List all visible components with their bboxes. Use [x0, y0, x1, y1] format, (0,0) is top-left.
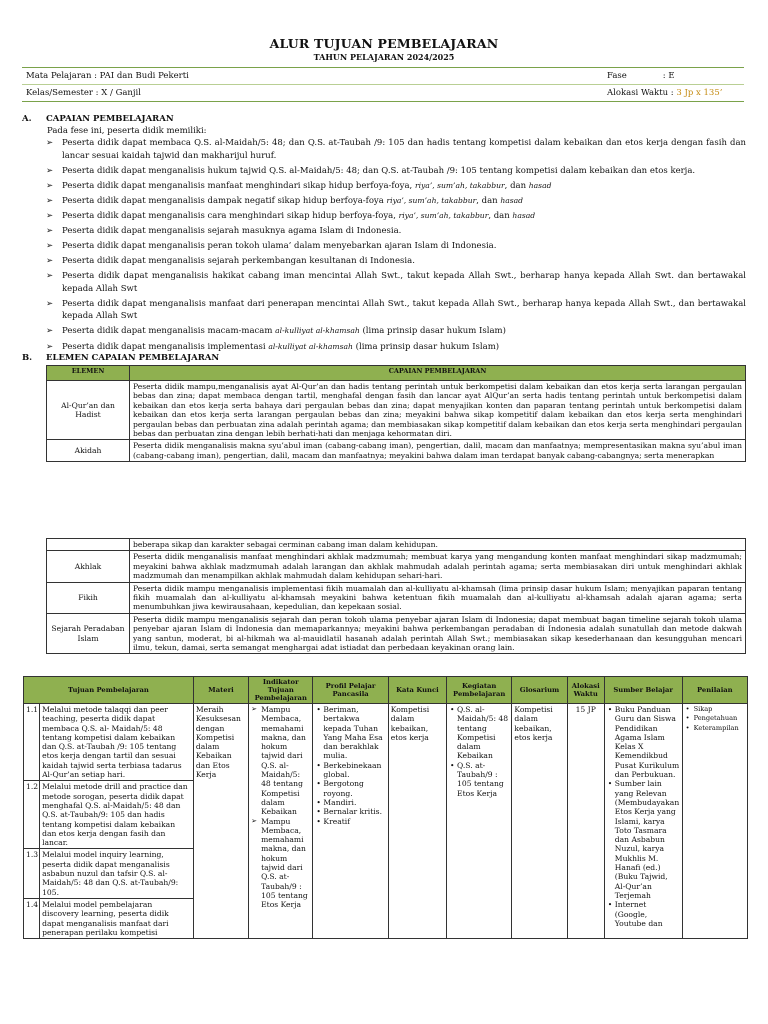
elemen-name: Fikih: [47, 582, 130, 613]
glosarium-cell: Kompetisi dalam kebaikan, etos kerja: [512, 704, 567, 939]
alokasi-label: Alokasi Waktu :: [607, 88, 674, 98]
arrow-icon: ➢: [46, 241, 54, 252]
tujuan-number: 1.1: [24, 704, 40, 781]
capaian-text: Peserta didik dapat menganalisis cara menghindari sikap hidup berfoya-foya,: [62, 210, 399, 221]
capaian-item: [46, 270, 746, 295]
tujuan-text: Melalui model pembelajaran discovery learning, peserta didik dapat menganalisis manfaat dari penerapan perilaku kompetisi: [40, 898, 194, 938]
penilaian-list-item: • Keterampilan: [694, 724, 745, 733]
capaian-text: Peserta didik dapat menganalisis manfaat menghindari sikap hidup berfoya-foya,: [62, 180, 415, 191]
col-header: Penilaian: [682, 677, 747, 704]
capaian-list: [46, 137, 746, 356]
col-header: Alokasi Waktu: [567, 677, 604, 704]
capaian-text: Peserta didik dapat menganalisis macam-macam: [62, 326, 276, 337]
elemen-row: [47, 582, 746, 613]
capaian-text: Peserta didik menganalisis manfaat menghindari akhlak madzmumah; membuat karya yang mengandung konten manfaat menghindari sikap madzmumah; meyakini bahwa akhlak madzmumah adalah larangan dan akhlak mahmudah adalah perintah agama; serta membiasakan diri untuk menghindari akhlak madzmumah dan menampilkan akhlak mahmudah dalam kehidupan sehari-hari.: [130, 551, 746, 582]
capaian-item: [46, 195, 746, 208]
capaian-tail: (lima prinsip dasar hukum Islam): [352, 341, 500, 352]
capaian-text: Peserta didik dapat menganalisis hakikat cabang iman mencintai Allah Swt., takut kepada Allah Swt., berharap hanya kepada Allah Swt. dan bertawakal kepada Allah Swt: [62, 271, 746, 294]
capaian-item: [46, 137, 746, 162]
profil-list-item: • Beriman, bertakwa kepada Tuhan Yang Maha Esa dan berakhlak mulia.: [323, 705, 385, 761]
profil-list-item: • Berkebinekaan global.: [323, 761, 385, 780]
capaian-item: [46, 240, 746, 253]
capaian-tail: (lima prinsip dasar hukum Islam): [359, 326, 506, 337]
arrow-icon: ➢: [46, 210, 54, 221]
capaian-term: hasad: [528, 180, 552, 190]
col-header: Kata Kunci: [388, 677, 446, 704]
arrow-icon: ➢: [46, 298, 54, 309]
arrow-icon: ➢: [46, 180, 54, 191]
capaian-term: riya’, sum’ah, takabbur: [398, 210, 489, 220]
tujuan-text: Melalui metode talaqqi dan peer teaching, peserta didik dapat membaca Q.S. al- Maidah/5: 48 tentang kompetisi dalam kebaikan dan Q.S. at-Taubah /9: 105 tentang etos kerja dengan tartil dan sesuai kaidah tajwid serta terbiasa tadarus Al-Qur’an setiap hari.: [40, 704, 194, 781]
elemen-name: Akidah: [47, 440, 130, 462]
capaian-item: [46, 341, 746, 354]
capaian-item: [46, 255, 746, 268]
elemen-row: [47, 381, 746, 440]
info-row-kelas: [22, 84, 744, 101]
tujuan-row: [24, 704, 748, 781]
capaian-text: Peserta didik dapat menganalisis hukum tajwid Q.S. al-Maidah/5: 48; dan Q.S. at-Taubah /9: 105 tentang kompetisi dalam kebaikan dan etos kerja.: [62, 165, 696, 176]
col-header: Tujuan Pembelajaran: [24, 677, 194, 704]
section-a-heading: [22, 114, 174, 124]
arrow-icon: ➢: [46, 326, 54, 337]
kelas-semester: Kelas/Semester : X / Ganjil: [26, 88, 141, 98]
arrow-icon: ➢: [46, 341, 54, 352]
capaian-tail: , dan: [476, 195, 501, 206]
alokasi-value: 3 Jp x 135’: [676, 88, 723, 98]
fase: [607, 68, 675, 84]
capaian-text: Peserta didik dapat menganalisis manfaat dari penerapan mencintai Allah Swt., takut kepada Allah Swt., berharap hanya kepada Allah Swt., dan bertawakal kepada Allah Swt: [62, 298, 746, 322]
col-header: Profil Pelajar Pancasila: [313, 677, 388, 704]
elemen-row: [47, 539, 746, 551]
elemen-row: [47, 613, 746, 654]
penilaian-list-item: • Pengetahuan: [694, 714, 745, 723]
kata-kunci-cell: Kompetisi dalam kebaikan, etos kerja: [388, 704, 446, 939]
capaian-term: hasad: [500, 195, 524, 205]
profil-list-item: • Bernalar kritis.: [323, 807, 385, 816]
materi-cell: Meraih Kesuksesan dengan Kompetisi dalam Kebaikan dan Etos Kerja: [193, 704, 248, 939]
penilaian-list-item: • Sikap: [694, 705, 745, 714]
arrow-icon: ➢: [46, 225, 54, 236]
profil-list: [315, 705, 385, 826]
indikator-list-item: ➢ Mampu Membaca, memahami makna, dan hokum tajwid dari Q.S. al-Maidah/5: 48 tentang Kompetisi dalam Kebaikan: [261, 705, 310, 817]
capaian-text: Peserta didik mampu menganalisis implementasi fikih muamalah dan al-kulliyatu al-khamsah (lima prinsip dasar hukum Islam; menyajikan paparan tentang fikih muamalah dan al-kulliyatu al-khamsah meyakini bahwa ketentuan fikih muamalah dan al-kulliyatu al-khamsah adalah ajaran agama; serta menumbuhkan jiwa kewirausahaan, kepedulian, dan kepekaan sosial.: [130, 582, 746, 613]
sumber-list: [607, 705, 680, 928]
elemen-table-top: [46, 365, 746, 462]
section-b-number: B.: [22, 353, 33, 363]
fase-value: : E: [662, 71, 675, 81]
mata-pelajaran: Mata Pelajaran : PAI dan Budi Pekerti: [26, 71, 189, 81]
col-capaian: CAPAIAN PEMBELAJARAN: [130, 366, 746, 381]
capaian-text: Peserta didik dapat menganalisis peran tokoh ulama’ dalam menyebarkan ajaran Islam di Indonesia.: [62, 241, 497, 252]
capaian-term: al-kulliyat al-khamsah: [268, 341, 353, 351]
info-row-mapel: [22, 68, 744, 84]
section-a-number: A.: [22, 114, 32, 124]
info-box: [22, 67, 744, 102]
alokasi-cell: 15 JP: [567, 704, 604, 939]
capaian-text: beberapa sikap dan karakter sebagai cerminan cabang iman dalam kehidupan.: [130, 539, 746, 551]
capaian-item: [46, 298, 746, 323]
capaian-tail: , dan: [488, 210, 513, 221]
sumber-list-item: • Sumber lain yang Relevan (Membudayakan Etos Kerja yang Islami, karya Toto Tasmara dan Asbabun Nuzul, karya Mukhlis M. Hanafi (ed.) (Buku Tajwid, Al-Qur’an Terjemah: [615, 779, 680, 900]
alokasi-waktu: [607, 85, 722, 101]
sumber-list-item: • Internet (Google, Youtube dan: [615, 900, 680, 928]
arrow-icon: ➢: [46, 256, 54, 267]
elemen-name: [47, 539, 130, 551]
tujuan-number: 1.4: [24, 898, 40, 938]
tujuan-text: Melalui metode drill and practice dan metode sorogan, peserta didik dapat menghafal Q.S. al-Maidah/5: 48 dan Q.S. at-Taubah/9: 105 dan hadis tentang kompetisi dalam kebaikan dan etos kerja dengan fasih dan lancar.: [40, 781, 194, 849]
capaian-term: hasad: [512, 210, 536, 220]
tujuan-pembelajaran-table: [23, 676, 748, 939]
elemen-name: Al-Qur’an dan Hadist: [47, 381, 130, 440]
capaian-tail: , dan: [504, 180, 529, 191]
capaian-item: [46, 165, 746, 178]
capaian-text: Peserta didik menganalisis makna syu’abul iman (cabang-cabang iman), pengertian, dalil, macam dan manfaatnya; mempresentasikan makna syu’abul iman (cabang-cabang iman), pengertian, dalil, macam dan manfaatnya; meyakini bahwa dalam iman terdapat banyak cabang-cabangnya; serta menerapkan: [130, 440, 746, 462]
capaian-text: Peserta didik mampu menganalisis sejarah dan peran tokoh ulama penyebar ajaran Islam di Indonesia; dapat membuat bagan timeline sejarah tokoh ulama penyebar ajaran Islam di Indonesia dan memaparkannya; meyakini bahwa perkembangan peradaban di Indonesia adalah sunatullah dan metode dakwah yang santun, moderat, bi al-hikmah wa al-mauidlatil hasanah adalah perintah Allah Swt.; membiasakan sikap kesederhanaan dan kesungguhan mencari ilmu, tekun, damai, serta semangat menghargai adat istiadat dan perbedaan keyakinan orang lain.: [130, 613, 746, 654]
arrow-icon: ➢: [46, 195, 54, 206]
indikator-list: [251, 705, 310, 910]
sumber-list-item: • Buku Panduan Guru dan Siswa Pendidikan Agama Islam Kelas X Kemendikbud Pusat Kurikulum dan Perbukuan.: [615, 705, 680, 779]
section-a-title: CAPAIAN PEMBELAJARAN: [46, 114, 174, 124]
capaian-text: Peserta didik dapat membaca Q.S. al-Maidah/5: 48; dan Q.S. at-Taubah /9: 105 dan hadis tentang kompetisi dalam kebaikan dan etos kerja dengan fasih dan lancar sesuai kaidah tajwid dan makharijul huruf.: [62, 138, 746, 161]
capaian-text: Peserta didik dapat menganalisis dampak negatif sikap hidup berfoya-foya: [62, 195, 387, 206]
elemen-name: Akhlak: [47, 551, 130, 582]
fase-label: Fase: [607, 71, 627, 81]
capaian-term: al-kulliyat al-khamsah: [275, 326, 360, 336]
kegiatan-cell: [447, 704, 512, 939]
capaian-item: [46, 180, 746, 193]
elemen-table-bottom: [46, 538, 746, 654]
col-elemen: ELEMEN: [47, 366, 130, 381]
tujuan-number: 1.3: [24, 849, 40, 898]
arrow-icon: ➢: [46, 271, 54, 282]
capaian-text: Peserta didik dapat menganalisis sejarah masuknya agama Islam di Indonesia.: [62, 225, 402, 236]
capaian-text: Peserta didik dapat menganalisis implementasi: [62, 341, 269, 352]
profil-list-item: • Bergotong royong.: [323, 779, 385, 798]
penilaian-list: [685, 705, 745, 733]
profil-list-item: • Kreatif: [323, 817, 385, 826]
elemen-row: [47, 440, 746, 462]
col-header: Glosarium: [512, 677, 567, 704]
arrow-icon: ➢: [46, 165, 54, 176]
indikator-cell: [249, 704, 313, 939]
capaian-text: Peserta didik mampu,menganalisis ayat Al-Qur’an dan hadis tentang perintah untuk berkompetisi dalam kebaikan dan etos kerja serta larangan pergaulan bebas dan zina; dapat membaca dengan tartil, menghafal dengan fasih dan lancar ayat AlQur’an serta hadis tentang perintah untuk berkompetisi dalam kebaikan dan etos kerja serta bahaya dari pergaulan bebas dan zina; dapat menyajikan konten dan paparan tentang perintah untuk berkompetisi dalam kebaikan dan etos kerja serta larangan pergaulan bebas dan zina; meyakini bahwa sikap kompetitif dalam kebaikan dan etos kerja serta menghindari pergaulan bebas dan perbuatan zina adalah perintah agama; dan membiasakan sikap kompetitif dalam kebaikan dan etos kerja serta menghindari pergaulan bebas dan perbuatan zina dengan lebih berhati-hati dan menjaga kehormatan diri.: [130, 381, 746, 440]
document-title: ALUR TUJUAN PEMBELAJARAN: [269, 36, 499, 51]
tujuan-text: Melalui model inquiry learning, peserta didik dapat menganalisis asbabun nuzul dan tafsir Q.S. al-Maidah/5: 48 dan Q.S. at-Taubah/9: 105.: [40, 849, 194, 898]
sumber-cell: [604, 704, 682, 939]
profil-cell: [313, 704, 388, 939]
penilaian-cell: [682, 704, 747, 939]
col-header: Kegiatan Pembelajaran: [447, 677, 512, 704]
capaian-item: [46, 210, 746, 223]
kegiatan-list-item: • Q.S. al-Maidah/5: 48 tentang Kompetisi dalam Kebaikan: [457, 705, 509, 761]
capaian-item: [46, 225, 746, 238]
capaian-term: riya’, sum’ah, takabbur: [414, 180, 505, 190]
elemen-name: Sejarah Peradaban Islam: [47, 613, 130, 654]
col-header: Materi: [193, 677, 248, 704]
capaian-item: [46, 325, 746, 338]
col-header: Indikator Tujuan Pembelajaran: [249, 677, 313, 704]
capaian-text: Peserta didik dapat menganalisis sejarah perkembangan kesultanan di Indonesia.: [62, 256, 415, 267]
capaian-term: riya’, sum’ah, takabbur: [386, 195, 477, 205]
section-a-intro: Pada fese ini, peserta didik memiliki:: [47, 126, 207, 136]
col-header: Sumber Belajar: [604, 677, 682, 704]
section-b-heading: [22, 353, 219, 363]
profil-list-item: • Mandiri.: [323, 798, 385, 807]
tujuan-number: 1.2: [24, 781, 40, 849]
kegiatan-list: [449, 705, 509, 798]
indikator-list-item: ➢ Mampu Membaca, memahami makna, dan hokum tajwid dari Q.S. at-Taubah/9 : 105 tentang Etos Kerja: [261, 817, 310, 910]
kegiatan-list-item: • Q.S. at-Taubah/9 : 105 tentang Etos Kerja: [457, 761, 509, 798]
arrow-icon: ➢: [46, 138, 54, 148]
section-b-title: ELEMEN CAPAIAN PEMBELAJARAN: [46, 353, 220, 363]
elemen-row: [47, 551, 746, 582]
document-subtitle: TAHUN PELAJARAN 2024/2025: [313, 52, 455, 62]
